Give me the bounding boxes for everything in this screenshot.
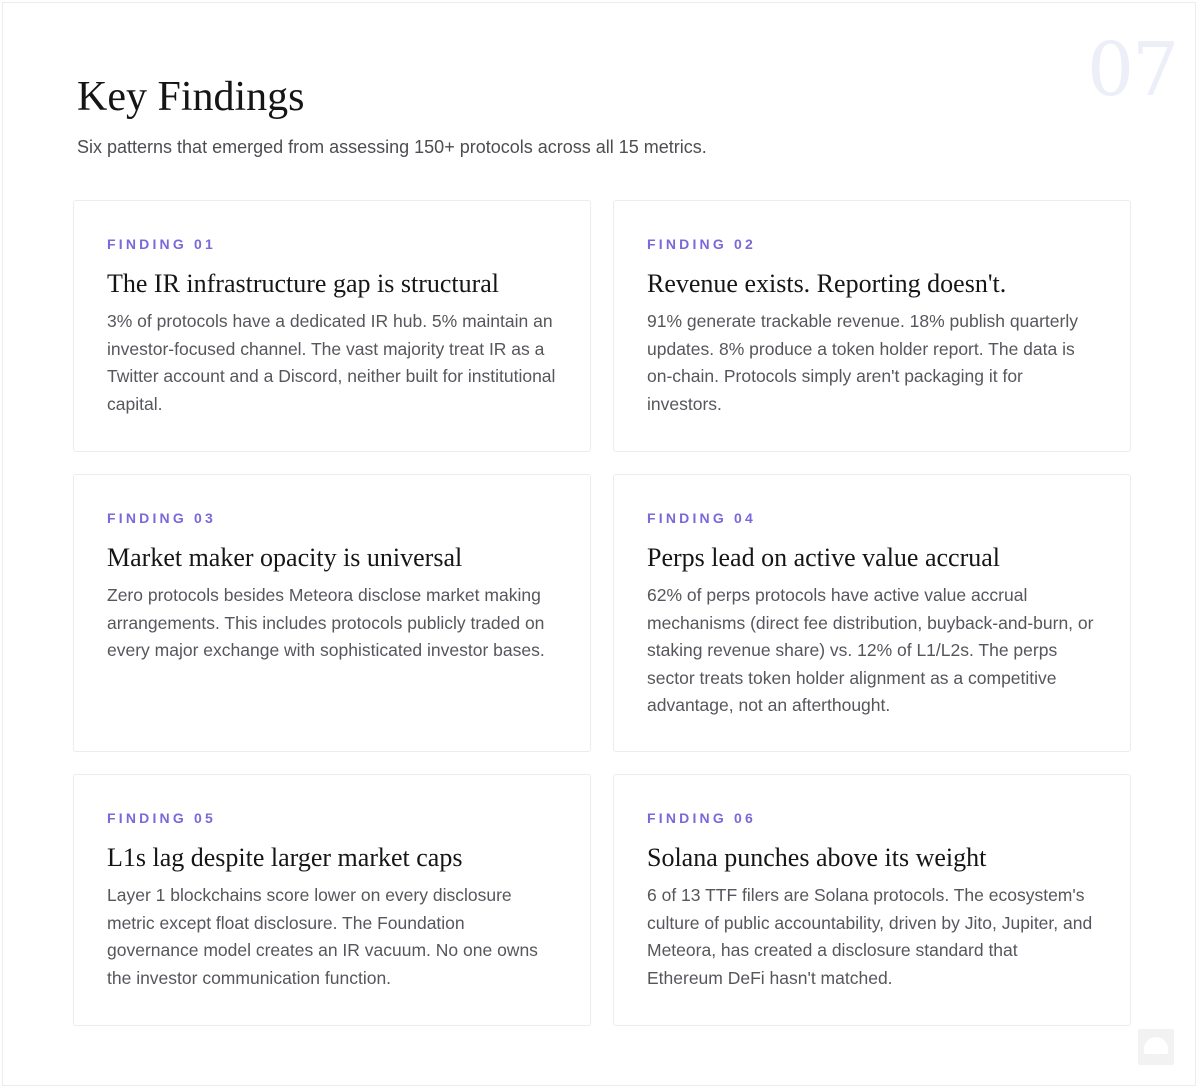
finding-title: Market maker opacity is universal: [107, 543, 463, 572]
finding-title: Revenue exists. Reporting doesn't.: [647, 269, 1007, 298]
brand-mark-shape: [1144, 1037, 1168, 1054]
page-number: 07: [1087, 27, 1178, 113]
finding-body: 91% generate trackable revenue. 18% publish quarterly updates. 8% produce a token holder report. The data is on-chain. Protocols simply aren't packaging it for investors.: [647, 311, 1078, 414]
finding-label: FINDING 06: [647, 810, 757, 826]
finding-title: L1s lag despite larger market caps: [107, 843, 463, 872]
page-subtitle: Six patterns that emerged from assessing 150+ protocols across all 15 metrics.: [77, 137, 707, 157]
finding-label: FINDING 05: [107, 810, 217, 826]
finding-title: Solana punches above its weight: [647, 843, 987, 872]
finding-label: FINDING 01: [107, 236, 217, 252]
brand-mark-icon: [1138, 1029, 1174, 1065]
findings-grid: [73, 200, 1131, 1026]
finding-title: Perps lead on active value accrual: [647, 543, 1000, 572]
finding-body: Zero protocols besides Meteora disclose market making arrangements. This includes protocols publicly traded on every major exchange with sophisticated investor bases.: [107, 585, 545, 660]
finding-label: FINDING 04: [647, 510, 757, 526]
finding-card-06: [613, 774, 1131, 1026]
finding-card-03: [73, 474, 591, 752]
finding-label: FINDING 03: [107, 510, 217, 526]
finding-body: 3% of protocols have a dedicated IR hub. 5% maintain an investor-focused channel. The vast majority treat IR as a Twitter account and a Discord, neither built for institutional capital.: [107, 311, 556, 414]
finding-label: FINDING 02: [647, 236, 757, 252]
finding-body: 62% of perps protocols have active value accrual mechanisms (direct fee distribution, buyback-and-burn, or staking revenue share) vs. 12% of L1/L2s. The perps sector treats token holder alignment as a competitive advantage, not an afterthought.: [647, 585, 1094, 715]
page-title: Key Findings: [77, 74, 305, 120]
finding-body: 6 of 13 TTF filers are Solana protocols. The ecosystem's culture of public accountability, driven by Jito, Jupiter, and Meteora, has created a disclosure standard that Ethereum DeFi hasn't matched.: [647, 885, 1093, 988]
finding-title: The IR infrastructure gap is structural: [107, 269, 500, 298]
finding-card-01: [73, 200, 591, 452]
finding-card-04: [613, 474, 1131, 752]
finding-card-05: [73, 774, 591, 1026]
finding-card-02: [613, 200, 1131, 452]
finding-body: Layer 1 blockchains score lower on every disclosure metric except float disclosure. The Foundation governance model creates an IR vacuum. No one owns the investor communication function.: [107, 885, 538, 988]
